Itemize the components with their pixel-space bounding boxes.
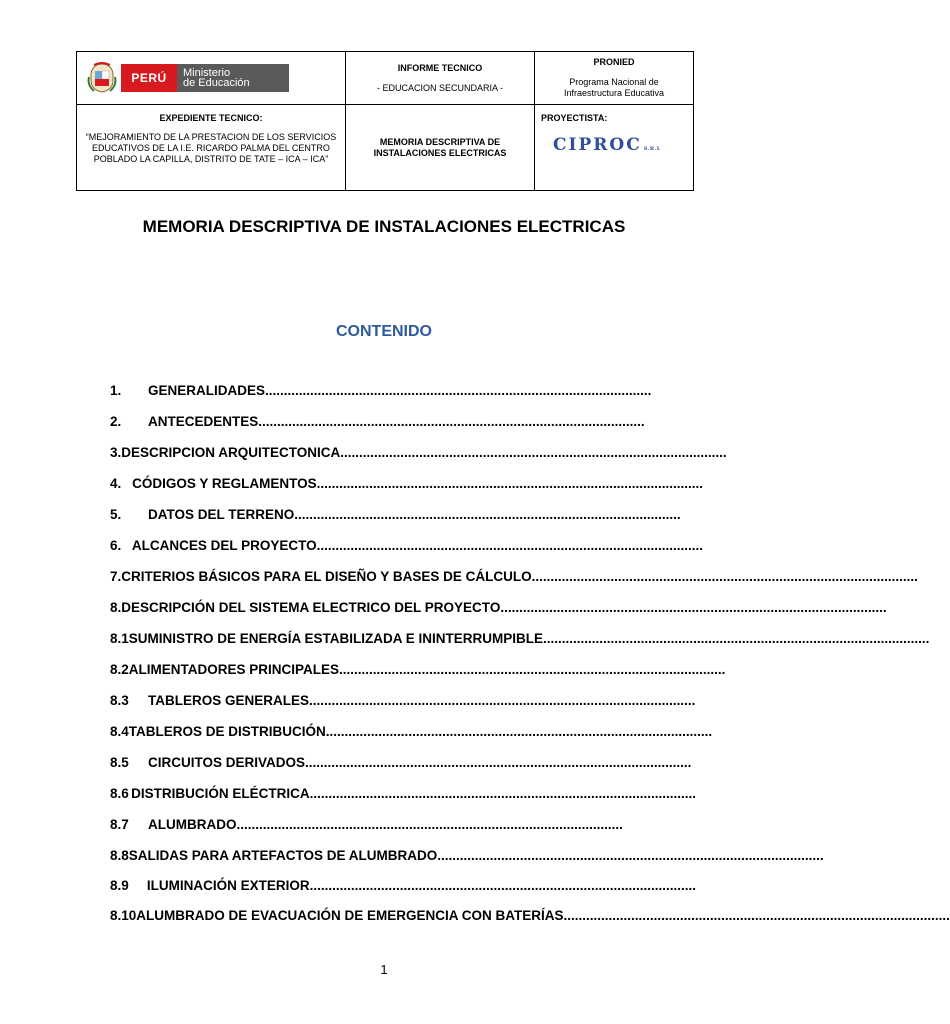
toc-leader: ....................................................................................................... bbox=[543, 631, 930, 646]
toc-title: ALUMBRADO DE EVACUACIÓN DE EMERGENCIA CON BATERÍAS bbox=[136, 908, 564, 923]
toc-item[interactable] bbox=[110, 755, 696, 770]
toc-item[interactable] bbox=[110, 538, 703, 553]
toc-number: 8.6 bbox=[110, 786, 129, 801]
ministry-line1: Ministerio bbox=[183, 67, 231, 79]
toc-item[interactable] bbox=[110, 817, 696, 832]
toc-item[interactable] bbox=[110, 476, 703, 491]
toc-item[interactable] bbox=[110, 383, 704, 398]
toc-leader: ....................................................................................................... bbox=[563, 908, 950, 923]
header-table bbox=[76, 51, 694, 191]
toc-number: 8.3 bbox=[110, 693, 129, 708]
proyectista-cell bbox=[535, 105, 694, 191]
toc-leader: ....................................................................................................... bbox=[339, 662, 726, 677]
logo-cell bbox=[77, 52, 346, 105]
toc-number: 8.7 bbox=[110, 817, 129, 832]
toc-number: 8.10 bbox=[110, 908, 137, 923]
peru-label: PERÚ bbox=[121, 64, 177, 92]
memoria-cell bbox=[346, 105, 535, 191]
proyectista-title: PROYECTISTA: bbox=[541, 113, 608, 123]
toc-item[interactable] bbox=[110, 445, 727, 460]
toc-title: CRITERIOS BÁSICOS PARA EL DISEÑO Y BASES DE CÁLCULO bbox=[121, 569, 532, 584]
toc-item[interactable] bbox=[110, 507, 703, 522]
toc-number: 3. bbox=[110, 445, 122, 460]
ciproc-logo bbox=[553, 135, 693, 155]
toc-leader: ....................................................................................................... bbox=[340, 445, 727, 460]
pronied-cell bbox=[535, 52, 694, 105]
toc-title: CÓDIGOS Y REGLAMENTOS bbox=[132, 476, 317, 491]
toc-item[interactable] bbox=[110, 908, 950, 923]
toc-number: 2. bbox=[110, 414, 122, 429]
toc-number: 8. bbox=[110, 600, 122, 615]
toc-title: DESCRIPCION ARQUITECTONICA bbox=[121, 445, 341, 460]
toc-title: TABLEROS GENERALES bbox=[148, 693, 310, 708]
ministry-label bbox=[177, 64, 289, 92]
toc-item[interactable] bbox=[110, 600, 887, 615]
toc-number: 7. bbox=[110, 569, 122, 584]
expediente-body: “MEJORAMIENTO DE LA PRESTACION DE LOS SERVICIOS EDUCATIVOS DE LA I.E. RICARDO PALMA DEL CENTRO POBLADO LA CAPILLA, DISTRITO DE TATE – ICA – ICA” bbox=[85, 132, 337, 164]
ciproc-logo-text: CIPROC bbox=[553, 135, 642, 155]
toc-title: DISTRIBUCIÓN ELÉCTRICA bbox=[131, 786, 310, 801]
pronied-title: PRONIED bbox=[593, 57, 635, 67]
toc-item[interactable] bbox=[110, 662, 726, 677]
toc-title: SUMINISTRO DE ENERGÍA ESTABILIZADA E ININTERRUMPIBLE bbox=[128, 631, 544, 646]
toc-number: 8.8 bbox=[110, 848, 129, 863]
toc-leader: ....................................................................................................... bbox=[305, 755, 692, 770]
toc-number: 8.5 bbox=[110, 755, 129, 770]
toc-item[interactable] bbox=[110, 414, 703, 429]
informe-subtitle: - EDUCACION SECUNDARIA - bbox=[376, 82, 503, 93]
toc-leader: ....................................................................................................... bbox=[500, 600, 887, 615]
pronied-line1: Programa Nacional de bbox=[569, 77, 659, 87]
toc-leader: ....................................................................................................... bbox=[316, 476, 703, 491]
toc-number: 5. bbox=[110, 507, 122, 522]
toc-title: ANTECEDENTES bbox=[148, 414, 259, 429]
pronied-line2: Infraestructura Educativa bbox=[563, 88, 665, 98]
toc-number: 1. bbox=[110, 383, 122, 398]
expediente-title: EXPEDIENTE TECNICO: bbox=[159, 113, 263, 123]
toc-leader: ....................................................................................................... bbox=[309, 786, 696, 801]
toc-title: CIRCUITOS DERIVADOS bbox=[148, 755, 306, 770]
toc-item[interactable] bbox=[110, 693, 696, 708]
toc-item[interactable] bbox=[110, 878, 696, 893]
toc-leader: ....................................................................................................... bbox=[325, 724, 713, 739]
toc-title: ILUMINACIÓN EXTERIOR bbox=[146, 878, 310, 893]
toc-number: 8.1 bbox=[110, 631, 129, 646]
toc-item[interactable] bbox=[110, 724, 713, 739]
toc-title: ALIMENTADORES PRINCIPALES bbox=[128, 662, 340, 677]
toc-item[interactable] bbox=[110, 569, 918, 584]
toc-item[interactable] bbox=[110, 631, 930, 646]
toc-leader: ....................................................................................................... bbox=[236, 817, 623, 832]
toc-title: GENERALIDADES bbox=[148, 383, 266, 398]
toc-leader: ....................................................................................................... bbox=[258, 414, 645, 429]
toc-number: 8.2 bbox=[110, 662, 129, 677]
memoria-line1: MEMORIA DESCRIPTIVA DE bbox=[379, 136, 501, 147]
document-title: MEMORIA DESCRIPTIVA DE INSTALACIONES ELECTRICAS bbox=[142, 217, 626, 236]
toc-leader: ....................................................................................................... bbox=[531, 569, 918, 584]
toc-title: ALCANCES DEL PROYECTO bbox=[131, 538, 317, 553]
toc-item[interactable] bbox=[110, 786, 696, 801]
ministry-line2: de Educación bbox=[183, 77, 250, 89]
informe-title: INFORME TECNICO bbox=[397, 62, 483, 73]
expediente-cell bbox=[77, 105, 346, 191]
peru-coat-of-arms-icon bbox=[85, 61, 119, 95]
contents-heading: CONTENIDO bbox=[336, 323, 432, 340]
toc-leader: ....................................................................................................... bbox=[316, 538, 703, 553]
toc-leader: ....................................................................................................... bbox=[265, 383, 652, 398]
memoria-line2: INSTALACIONES ELECTRICAS bbox=[373, 147, 507, 158]
toc-title: ALUMBRADO bbox=[148, 817, 237, 832]
toc-title: DATOS DEL TERRENO bbox=[148, 507, 295, 522]
toc-title: DESCRIPCIÓN DEL SISTEMA ELECTRICO DEL PROYECTO bbox=[121, 600, 501, 615]
toc-number: 6. bbox=[110, 538, 122, 553]
toc-item[interactable] bbox=[110, 848, 824, 863]
toc-leader: ....................................................................................................... bbox=[309, 878, 696, 893]
toc-number: 8.4 bbox=[110, 724, 129, 739]
toc-number: 4. bbox=[110, 476, 122, 491]
toc-number: 8.9 bbox=[110, 878, 129, 893]
ciproc-logo-suffix: S.R.L bbox=[643, 146, 661, 152]
toc-leader: ....................................................................................................... bbox=[294, 507, 681, 522]
toc-title: SALIDAS PARA ARTEFACTOS DE ALUMBRADO bbox=[128, 848, 438, 863]
toc-title: TABLEROS DE DISTRIBUCIÓN bbox=[128, 724, 326, 739]
toc-leader: ....................................................................................................... bbox=[309, 693, 696, 708]
page-number: 1 bbox=[380, 962, 388, 977]
informe-cell bbox=[346, 52, 535, 105]
toc-leader: ....................................................................................................... bbox=[437, 848, 824, 863]
